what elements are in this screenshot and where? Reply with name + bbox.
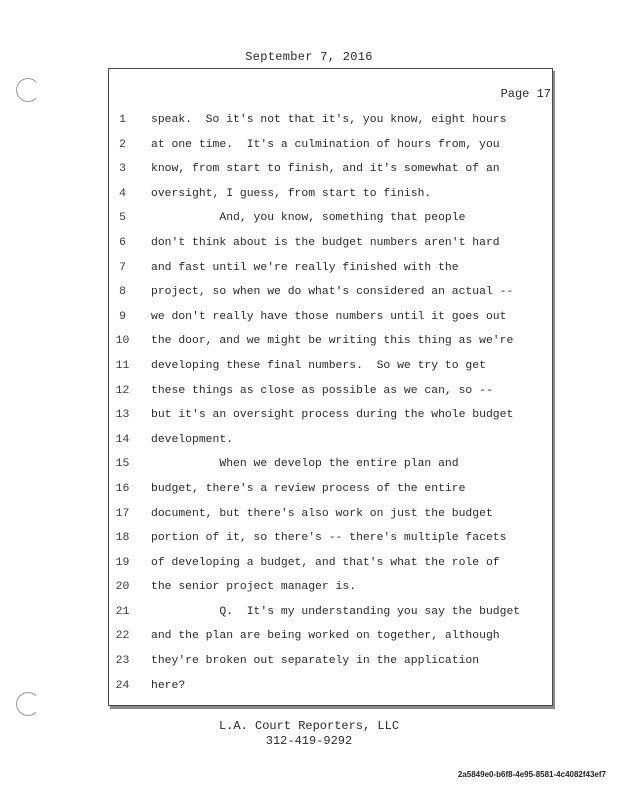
transcript-line (0, 502, 618, 527)
transcript-line (0, 206, 618, 231)
transcript-line (0, 526, 618, 551)
transcript-line (0, 256, 618, 281)
line-text: When we develop the entire plan and (151, 458, 459, 471)
transcript-line (0, 624, 618, 649)
line-number: 13 (115, 409, 130, 422)
line-text: of developing a budget, and that's what the role of (151, 556, 500, 569)
line-number: 23 (115, 655, 130, 668)
line-text: we don't really have those numbers until it goes out (151, 310, 507, 323)
line-number: 9 (119, 310, 126, 323)
line-number: 19 (115, 556, 130, 569)
line-text: know, from start to finish, and it's somewhat of an (151, 163, 500, 176)
line-text: and the plan are being worked on together, although (151, 630, 500, 643)
transcript-line (0, 354, 618, 379)
line-text: budget, there's a review process of the entire (151, 482, 466, 495)
transcript-lines (0, 108, 618, 698)
line-text: at one time. It's a culmination of hours from, you (151, 138, 500, 151)
transcript-line (0, 600, 618, 625)
line-text: portion of it, so there's -- there's multiple facets (151, 532, 507, 545)
document-id: 2a5849e0-b6f8-4e95-8581-4c4082f43ef7 (457, 770, 606, 779)
transcript-line (0, 231, 618, 256)
line-number: 7 (119, 261, 126, 274)
transcript-line (0, 182, 618, 207)
transcript-line (0, 575, 618, 600)
transcript-line (0, 133, 618, 158)
transcript-line (0, 452, 618, 477)
transcript-line (0, 329, 618, 354)
line-number: 21 (115, 605, 130, 618)
transcript-line (0, 551, 618, 576)
line-text: project, so when we do what's considered an actual -- (151, 286, 514, 299)
page-number: Page 17 (500, 87, 551, 101)
header-date: September 7, 2016 (245, 50, 373, 64)
line-number: 4 (119, 187, 126, 200)
line-text: developing these final numbers. So we try to get (151, 359, 486, 372)
line-number: 14 (115, 433, 130, 446)
line-text: And, you know, something that people (151, 212, 466, 225)
line-text: the senior project manager is. (151, 581, 357, 594)
line-number: 22 (115, 630, 130, 643)
transcript-line (0, 428, 618, 453)
line-number: 2 (119, 138, 126, 151)
binder-hole-top (16, 78, 40, 102)
line-text: the door, and we might be writing this thing as we're (151, 335, 514, 348)
transcript-line (0, 649, 618, 674)
line-text: these things as close as possible as we can, so -- (151, 384, 493, 397)
line-number: 20 (115, 581, 130, 594)
line-text: here? (151, 679, 186, 692)
line-text: and fast until we're really finished with the (151, 261, 459, 274)
reporter-phone: 312-419-9292 (265, 734, 353, 748)
line-text: they're broken out separately in the application (151, 655, 480, 668)
line-text: oversight, I guess, from start to finish. (151, 187, 432, 200)
transcript-line (0, 379, 618, 404)
line-number: 17 (115, 507, 130, 520)
line-text: development. (151, 433, 234, 446)
line-number: 11 (115, 359, 130, 372)
transcript-line (0, 305, 618, 330)
line-number: 6 (119, 236, 126, 249)
transcript-line (0, 674, 618, 699)
transcript-line (0, 108, 618, 133)
line-number: 12 (115, 384, 130, 397)
line-number: 3 (119, 163, 126, 176)
line-text: don't think about is the budget numbers aren't hard (151, 236, 500, 249)
footer (0, 719, 618, 749)
reporter-company: L.A. Court Reporters, LLC (218, 719, 400, 733)
line-text: Q. It's my understanding you say the budget (151, 605, 521, 618)
transcript-line (0, 280, 618, 305)
transcript-line (0, 403, 618, 428)
line-number: 5 (119, 212, 126, 225)
line-number: 10 (115, 335, 130, 348)
line-text: speak. So it's not that it's, you know, eight hours (151, 114, 507, 126)
transcript-line (0, 157, 618, 182)
line-text: document, but there's also work on just the budget (151, 507, 493, 520)
transcript-line (0, 477, 618, 502)
line-number: 24 (115, 679, 130, 692)
line-number: 8 (119, 286, 126, 299)
line-number: 1 (119, 114, 126, 126)
line-number: 18 (115, 532, 130, 545)
line-text: but it's an oversight process during the whole budget (151, 409, 514, 422)
line-number: 16 (115, 482, 130, 495)
line-number: 15 (115, 458, 130, 471)
